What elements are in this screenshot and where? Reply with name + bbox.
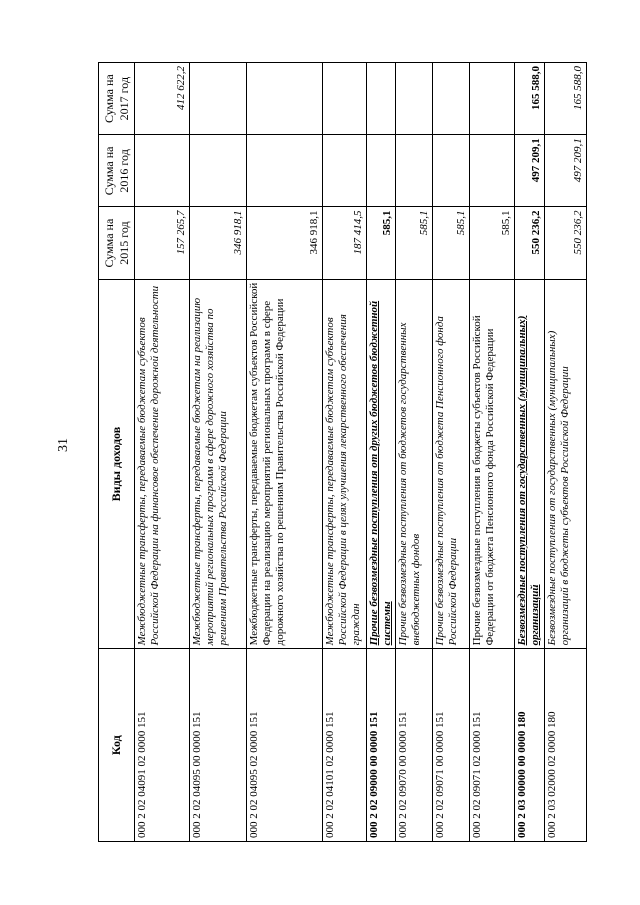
- revenue-table-container: [98, 62, 584, 842]
- row-sum-2016: 497 209,1: [544, 135, 586, 207]
- page-number: 31: [56, 438, 71, 452]
- header-sum-2017: Сумма на 2017 год: [99, 63, 135, 135]
- row-sum-2017: [367, 63, 396, 135]
- row-sum-2015: 585,1: [469, 207, 514, 279]
- row-name: Прочие безвозмездные поступления от бюджета Пенсионного фонда Российской Федерации: [432, 279, 469, 649]
- row-sum-2017: [395, 63, 432, 135]
- header-sum-2016: Сумма на 2016 год: [99, 135, 135, 207]
- row-sum-2015: 585,1: [432, 207, 469, 279]
- row-code: 000 2 02 09000 00 0000 151: [367, 649, 396, 842]
- row-name: Безвозмездные поступления от государственных (муниципальных) организаций: [514, 279, 544, 649]
- row-name: Безвозмездные поступления от государственных (муниципальных) организаций в бюджеты субъектов Российской Федерации: [544, 279, 586, 649]
- row-code: 000 2 02 04095 00 0000 151: [190, 649, 247, 842]
- row-sum-2017: [247, 63, 323, 135]
- row-sum-2015: 346 918,1: [247, 207, 323, 279]
- table-row: [190, 63, 247, 842]
- row-code: 000 2 02 04091 02 0000 151: [135, 649, 190, 842]
- row-sum-2015: 550 236,2: [544, 207, 586, 279]
- table-row: [544, 63, 586, 842]
- row-sum-2016: [395, 135, 432, 207]
- row-sum-2017: [323, 63, 367, 135]
- row-sum-2017: 165 588,0: [514, 63, 544, 135]
- table-row: [367, 63, 396, 842]
- row-sum-2015: 550 236,2: [514, 207, 544, 279]
- row-sum-2017: [190, 63, 247, 135]
- table-row: [469, 63, 514, 842]
- table-row: [247, 63, 323, 842]
- row-sum-2017: 412 622,2: [135, 63, 190, 135]
- row-sum-2015: 157 265,7: [135, 207, 190, 279]
- row-name: Прочие безвозмездные поступления в бюджеты субъектов Российской Федерации от бюджета Пенсионного фонда Российской Федерации: [469, 279, 514, 649]
- row-code: 000 2 02 09071 00 0000 151: [432, 649, 469, 842]
- row-name: Межбюджетные трансферты, передаваемые бюджетам субъектов Российской Федерации на финансовое обеспечение дорожной деятельности: [135, 279, 190, 649]
- row-sum-2015: 585,1: [367, 207, 396, 279]
- row-sum-2015: 346 918,1: [190, 207, 247, 279]
- row-code: 000 2 02 04095 02 0000 151: [247, 649, 323, 842]
- row-sum-2016: 497 209,1: [514, 135, 544, 207]
- row-code: 000 2 03 02000 02 0000 180: [544, 649, 586, 842]
- row-sum-2016: [469, 135, 514, 207]
- row-name: Прочие безвозмездные поступления от других бюджетов бюджетной системы: [367, 279, 396, 649]
- table-header-row: [99, 63, 135, 842]
- table-row: [135, 63, 190, 842]
- row-sum-2017: 165 588,0: [544, 63, 586, 135]
- row-sum-2015: 585,1: [395, 207, 432, 279]
- row-name: Прочие безвозмездные поступления от бюджетов государственных внебюджетных фондов: [395, 279, 432, 649]
- row-code: 000 2 03 00000 00 0000 180: [514, 649, 544, 842]
- table-row: [432, 63, 469, 842]
- row-code: 000 2 02 04101 02 0000 151: [323, 649, 367, 842]
- row-sum-2016: [135, 135, 190, 207]
- row-sum-2015: 187 414,5: [323, 207, 367, 279]
- header-name: Виды доходов: [99, 279, 135, 649]
- row-code: 000 2 02 09071 02 0000 151: [469, 649, 514, 842]
- row-name: Межбюджетные трансферты, передаваемые бюджетам субъектов Российской Федерации в целях улучшения лекарственного обеспечения граждан: [323, 279, 367, 649]
- revenue-table: [98, 62, 587, 842]
- header-code: Код: [99, 649, 135, 842]
- row-sum-2016: [190, 135, 247, 207]
- row-sum-2016: [247, 135, 323, 207]
- row-sum-2016: [432, 135, 469, 207]
- table-row: [323, 63, 367, 842]
- row-sum-2016: [367, 135, 396, 207]
- row-name: Межбюджетные трансферты, передаваемые бюджетам на реализацию мероприятий региональных программ в сфере дорожного хозяйства по решениям Правительства Российской Федерации: [190, 279, 247, 649]
- table-row: [395, 63, 432, 842]
- header-sum-2015: Сумма на 2015 год: [99, 207, 135, 279]
- row-sum-2017: [432, 63, 469, 135]
- row-name: Межбюджетные трансферты, передаваемые бюджетам субъектов Российской Федерации на реализацию мероприятий региональных программ в сфере дорожного хозяйства по решениям Правительства Российской Федерации: [247, 279, 323, 649]
- row-code: 000 2 02 09070 00 0000 151: [395, 649, 432, 842]
- table-row: [514, 63, 544, 842]
- row-sum-2016: [323, 135, 367, 207]
- row-sum-2017: [469, 63, 514, 135]
